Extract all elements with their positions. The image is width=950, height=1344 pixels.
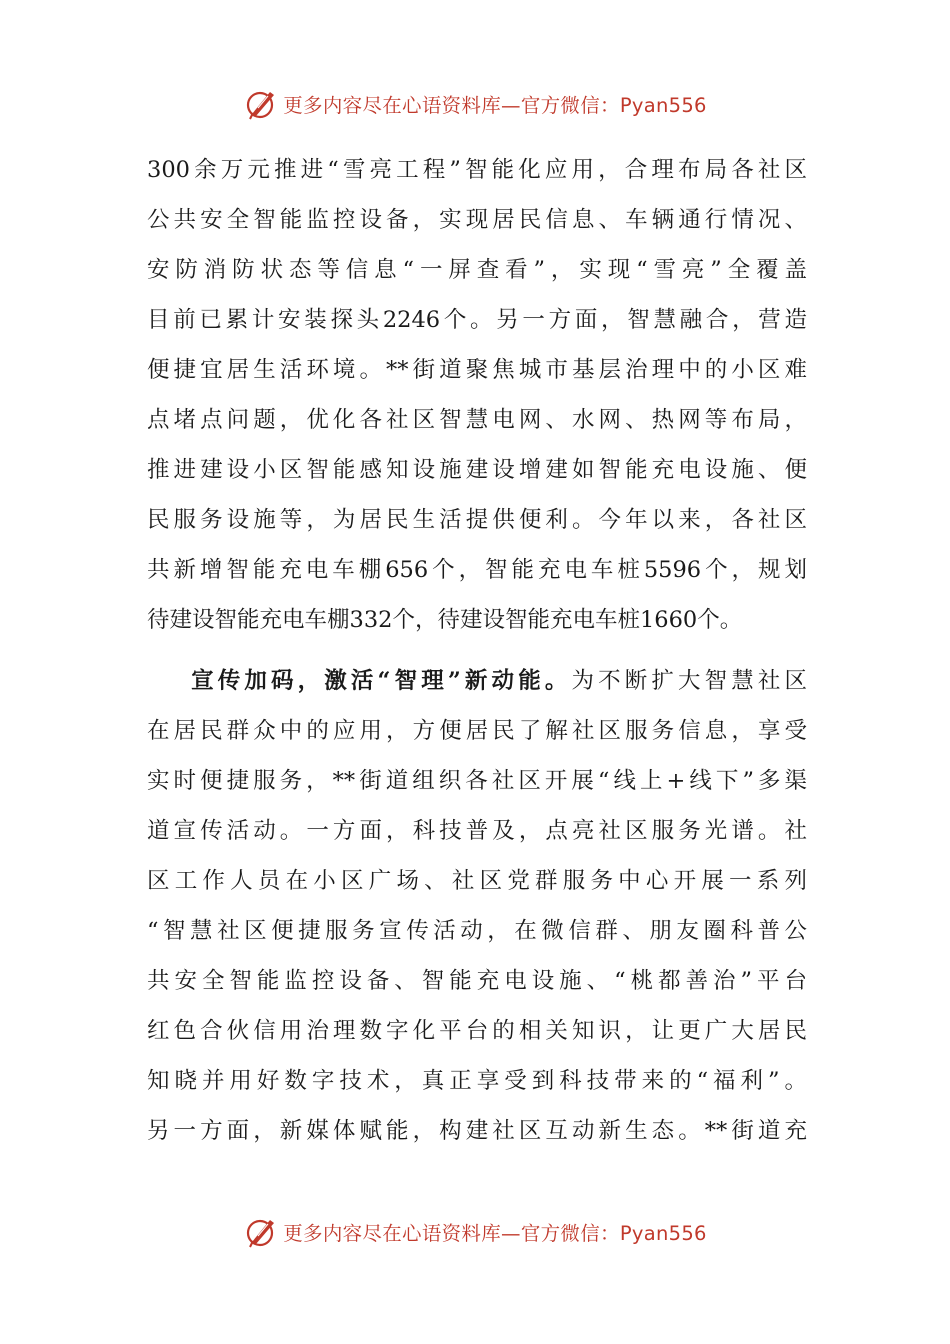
text-line: 便捷宜居生活环境。**街道聚焦城市基层治理中的小区难 xyxy=(147,357,807,383)
text-line: 待建设智能充电车棚332个，待建设智能充电车桩1660个。 xyxy=(147,607,743,633)
paragraph-text: 为不断扩大智慧社区 xyxy=(571,668,807,694)
text-line: 公共安全智能监控设备，实现居民信息、车辆通行情况、 xyxy=(147,207,807,233)
header-banner xyxy=(0,84,950,124)
text-line: 民服务设施等，为居民生活提供便利。今年以来，各社区 xyxy=(147,507,807,533)
quill-pen-in-circle-icon xyxy=(243,1214,279,1250)
text-line: 安防消防状态等信息“一屏查看”，实现“雪亮”全覆盖 xyxy=(147,257,807,283)
banner-text: 更多内容尽在心语资料库—官方微信：Pyan556 xyxy=(283,1222,707,1245)
paragraph-heading: 宣传加码，激活“智理”新动能。 xyxy=(187,668,572,694)
text-line: “智慧社区便捷服务宣传活动，在微信群、朋友圈科普公 xyxy=(147,918,807,944)
quill-pen-in-circle-icon xyxy=(243,86,279,122)
text-line: 共新增智能充电车棚656个，智能充电车桩5596个，规划 xyxy=(147,557,807,583)
text-line: 在居民群众中的应用，方便居民了解社区服务信息，享受 xyxy=(147,718,807,744)
footer-banner xyxy=(0,1212,950,1252)
paragraph-first-line xyxy=(147,656,807,706)
text-line: 推进建设小区智能感知设施建设增建如智能充电设施、便 xyxy=(147,457,807,483)
text-line: 知晓并用好数字技术，真正享受到科技带来的“福利”。 xyxy=(147,1068,807,1094)
text-line: 点堵点问题，优化各社区智慧电网、水网、热网等布局， xyxy=(147,407,807,433)
text-line: 实时便捷服务，**街道组织各社区开展“线上+线下”多渠 xyxy=(147,768,807,794)
text-line: 目前已累计安装探头2246个。另一方面，智慧融合，营造 xyxy=(147,307,807,333)
banner-text: 更多内容尽在心语资料库—官方微信：Pyan556 xyxy=(283,94,707,117)
document-body xyxy=(147,145,807,1156)
text-line: 红色合伙信用治理数字化平台的相关知识，让更广大居民 xyxy=(147,1018,807,1044)
text-line: 区工作人员在小区广场、社区党群服务中心开展一系列 xyxy=(147,868,807,894)
text-line: 道宣传活动。一方面，科技普及，点亮社区服务光谱。社 xyxy=(147,818,807,844)
text-line: 共安全智能监控设备、智能充电设施、“桃都善治”平台 xyxy=(147,968,807,994)
text-line: 300余万元推进“雪亮工程”智能化应用，合理布局各社区 xyxy=(147,157,807,183)
text-line: 另一方面，新媒体赋能，构建社区互动新生态。**街道充 xyxy=(147,1118,807,1144)
